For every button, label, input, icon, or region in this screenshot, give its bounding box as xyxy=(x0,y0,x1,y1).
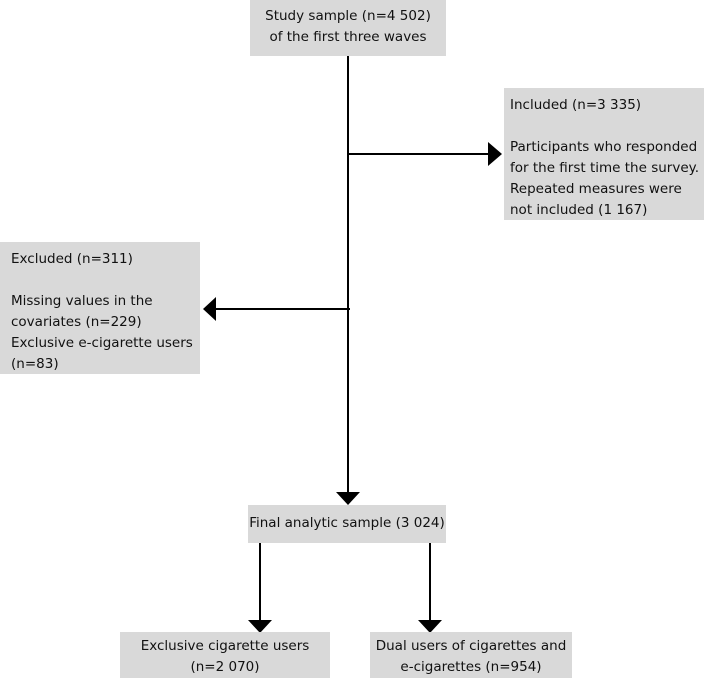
excluded-title: Excluded (n=311) xyxy=(11,251,133,267)
arrowhead-to-final xyxy=(336,492,360,505)
final-sample-box xyxy=(248,505,446,543)
dual-users-box xyxy=(370,632,572,678)
included-title: Included (n=3 335) xyxy=(510,97,642,113)
exclusive-line-2: (n=2 070) xyxy=(190,659,260,675)
exclusive-cigarette-box xyxy=(120,632,330,678)
dual-line-1: Dual users of cigarettes and xyxy=(375,638,567,654)
study-sample-line-1: Study sample (n=4 502) xyxy=(265,8,431,24)
included-line-1: Participants who responded xyxy=(510,139,698,155)
excluded-line-1: Missing values in the xyxy=(11,293,153,309)
study-sample-line-2: of the first three waves xyxy=(269,29,427,45)
dual-line-2: e-cigarettes (n=954) xyxy=(400,659,542,675)
included-box xyxy=(504,88,704,220)
excluded-box xyxy=(0,242,200,374)
excluded-line-2: covariates (n=229) xyxy=(11,314,142,330)
included-line-2: for the first time the survey. xyxy=(510,160,699,176)
arrowhead-to-included xyxy=(488,142,502,166)
study-sample-box xyxy=(250,0,446,56)
excluded-line-3: Exclusive e-cigarette users xyxy=(11,335,193,351)
exclusive-line-1: Exclusive cigarette users xyxy=(140,638,310,654)
excluded-line-4: (n=83) xyxy=(11,356,59,372)
included-line-4: not included (1 167) xyxy=(510,202,648,218)
arrowhead-to-excluded xyxy=(203,297,216,321)
final-sample-line: Final analytic sample (3 024) xyxy=(249,515,445,531)
included-line-3: Repeated measures were xyxy=(510,181,682,197)
